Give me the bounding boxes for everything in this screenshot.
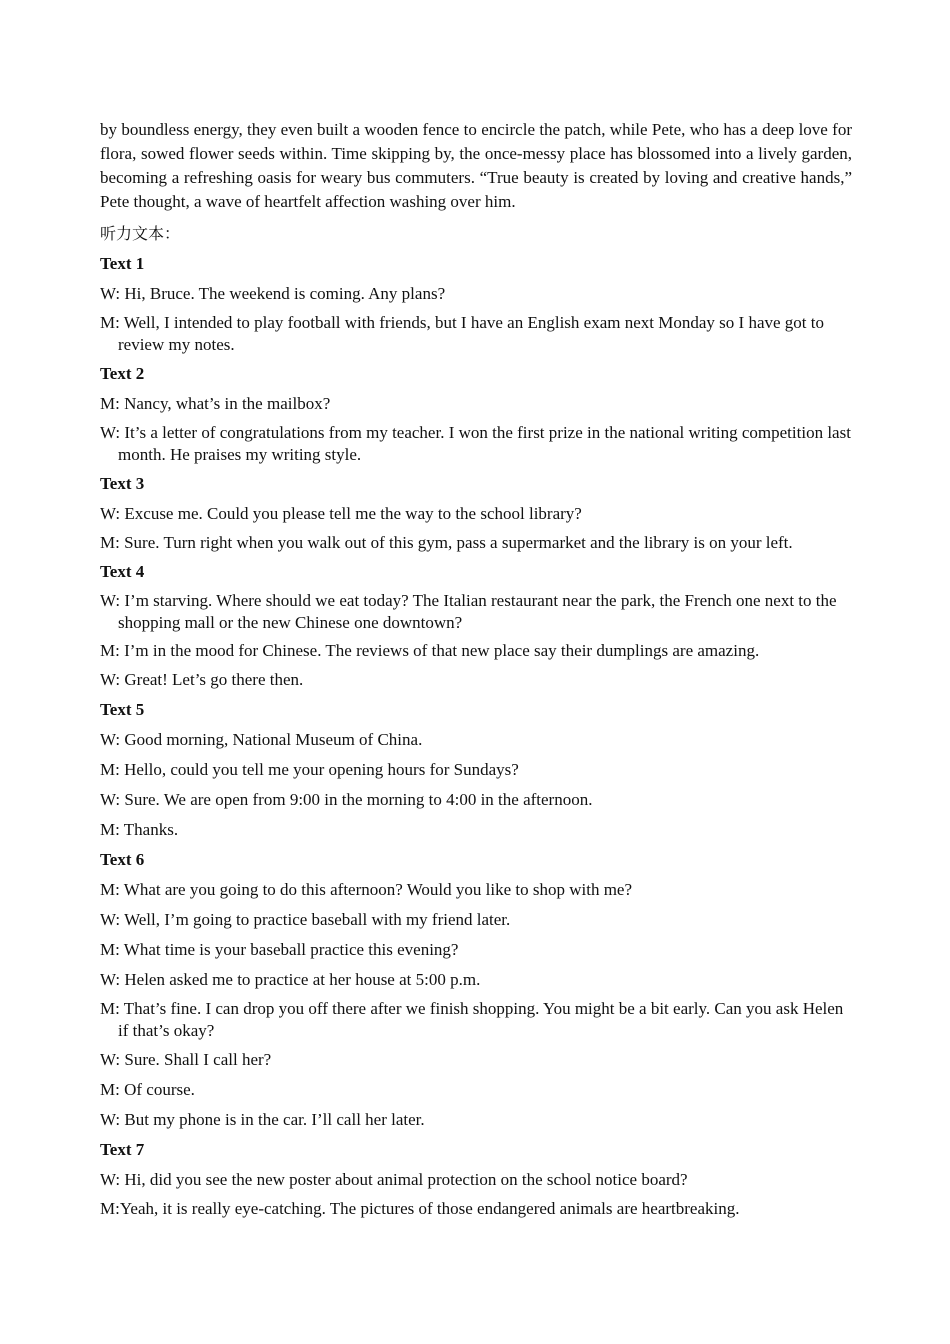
- transcript-list: [100, 252, 852, 1220]
- dialogue-line: W: Excuse me. Could you please tell me the way to the school library?: [100, 504, 582, 523]
- dialogue-line: M: Hello, could you tell me your opening hours for Sundays?: [100, 760, 519, 779]
- text-title: Text 5: [100, 700, 145, 719]
- dialogue-line: W: Great! Let’s go there then.: [100, 670, 304, 689]
- transcript-section: [100, 472, 852, 554]
- transcript-section: [100, 560, 852, 692]
- transcript-section: [100, 252, 852, 356]
- dialogue-line: M: What time is your baseball practice this evening?: [100, 940, 459, 959]
- transcript-section: [100, 362, 852, 466]
- text-title: Text 3: [100, 474, 145, 493]
- text-title: Text 2: [100, 364, 145, 383]
- dialogue-line: W: But my phone is in the car. I’ll call her later.: [100, 1110, 425, 1129]
- dialogue-line: W: Sure. We are open from 9:00 in the morning to 4:00 in the afternoon.: [100, 790, 593, 809]
- intro-paragraph: by boundless energy, they even built a wooden fence to encircle the patch, while Pete, who has a deep love for flora, sowed flower seeds within. Time skipping by, the once-messy place has blossomed into a lively garden, becoming a refreshing oasis for weary bus commuters. “True beauty is created by loving and creative hands,” Pete thought, a wave of heartfelt affection washing over him.: [100, 120, 852, 211]
- dialogue-line: W: Hi, Bruce. The weekend is coming. Any plans?: [100, 284, 446, 303]
- dialogue-line: M: That’s fine. I can drop you off there after we finish shopping. You might be a bit early. Can you ask Helen if that’s okay?: [100, 999, 844, 1040]
- document-page: [100, 118, 852, 1226]
- dialogue-line: M: I’m in the mood for Chinese. The reviews of that new place say their dumplings are amazing.: [100, 641, 760, 660]
- dialogue-line: M:Yeah, it is really eye-catching. The pictures of those endangered animals are heartbreaking.: [100, 1199, 740, 1218]
- text-title: Text 1: [100, 254, 145, 273]
- dialogue-line: M: Of course.: [100, 1080, 195, 1099]
- dialogue-line: W: I’m starving. Where should we eat today? The Italian restaurant near the park, the French one next to the shopping mall or the new Chinese one downtown?: [100, 591, 837, 632]
- dialogue-line: W: Hi, did you see the new poster about animal protection on the school notice board?: [100, 1170, 688, 1189]
- dialogue-line: M: Thanks.: [100, 820, 179, 839]
- dialogue-line: W: Good morning, National Museum of China.: [100, 730, 423, 749]
- transcript-section: [100, 698, 852, 842]
- dialogue-line: M: Nancy, what’s in the mailbox?: [100, 394, 331, 413]
- transcript-section: [100, 848, 852, 1132]
- transcript-heading: 听力文本：: [100, 224, 181, 243]
- transcript-section: [100, 1138, 852, 1220]
- dialogue-line: W: Well, I’m going to practice baseball with my friend later.: [100, 910, 511, 929]
- text-title: Text 4: [100, 562, 145, 581]
- dialogue-line: W: Helen asked me to practice at her house at 5:00 p.m.: [100, 970, 481, 989]
- dialogue-line: M: What are you going to do this afternoon? Would you like to shop with me?: [100, 880, 633, 899]
- text-title: Text 6: [100, 850, 145, 869]
- dialogue-line: W: Sure. Shall I call her?: [100, 1050, 272, 1069]
- dialogue-line: W: It’s a letter of congratulations from my teacher. I won the first prize in the national writing competition last month. He praises my writing style.: [100, 423, 851, 464]
- text-title: Text 7: [100, 1140, 145, 1159]
- dialogue-line: M: Well, I intended to play football with friends, but I have an English exam next Monday so I have got to review my notes.: [100, 313, 824, 354]
- dialogue-line: M: Sure. Turn right when you walk out of this gym, pass a supermarket and the library is on your left.: [100, 533, 793, 552]
